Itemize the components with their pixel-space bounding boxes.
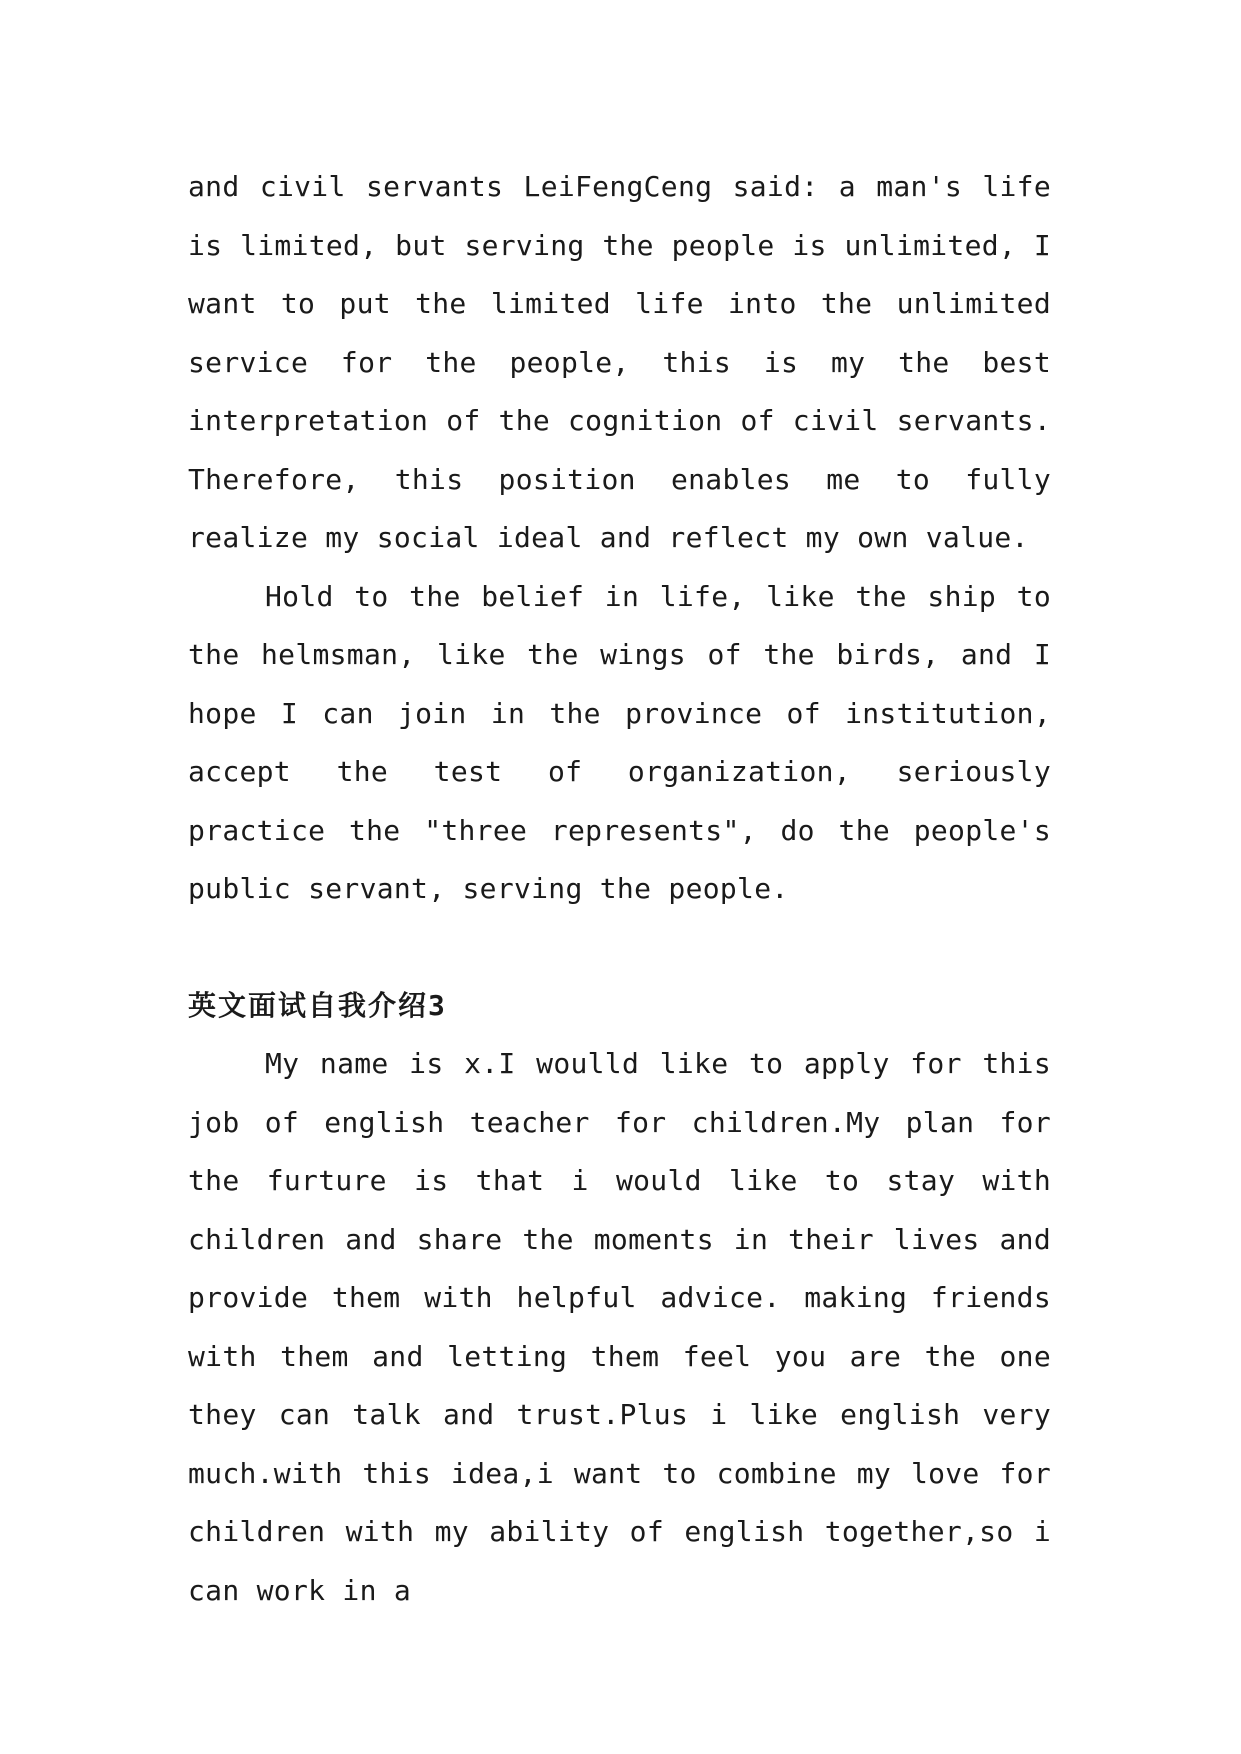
paragraph-civil-servants: and civil servants LeiFengCeng said: a man's life is limited, but serving the people is unlimited, I want to put the limited life into the unlimited service for the people, this is my the best interpretation of the cognition of civil servants. Therefore, this position enables me to fully realize my social ideal and reflect my own value. bbox=[188, 170, 1051, 554]
section-heading: 英文面试自我介绍3 bbox=[188, 988, 447, 1022]
paragraph-self-introduction: My name is x.I woulld like to apply for this job of english teacher for children.My plan for the furture is that i would like to stay with children and share the moments in their lives and provide them with helpful advice. making friends with them and letting them feel you are the one they can talk and trust.Plus i like english very much.with this idea,i want to combine my love for children with my ability of english together,so i can work in a bbox=[188, 1047, 1051, 1607]
paragraph-belief: Hold to the belief in life, like the ship to the helmsman, like the wings of the birds, and I hope I can join in the province of institution, accept the test of organization, seriously practice the "three represents", do the people's public servant, serving the people. bbox=[188, 579, 1051, 905]
document-body bbox=[188, 158, 1051, 1620]
